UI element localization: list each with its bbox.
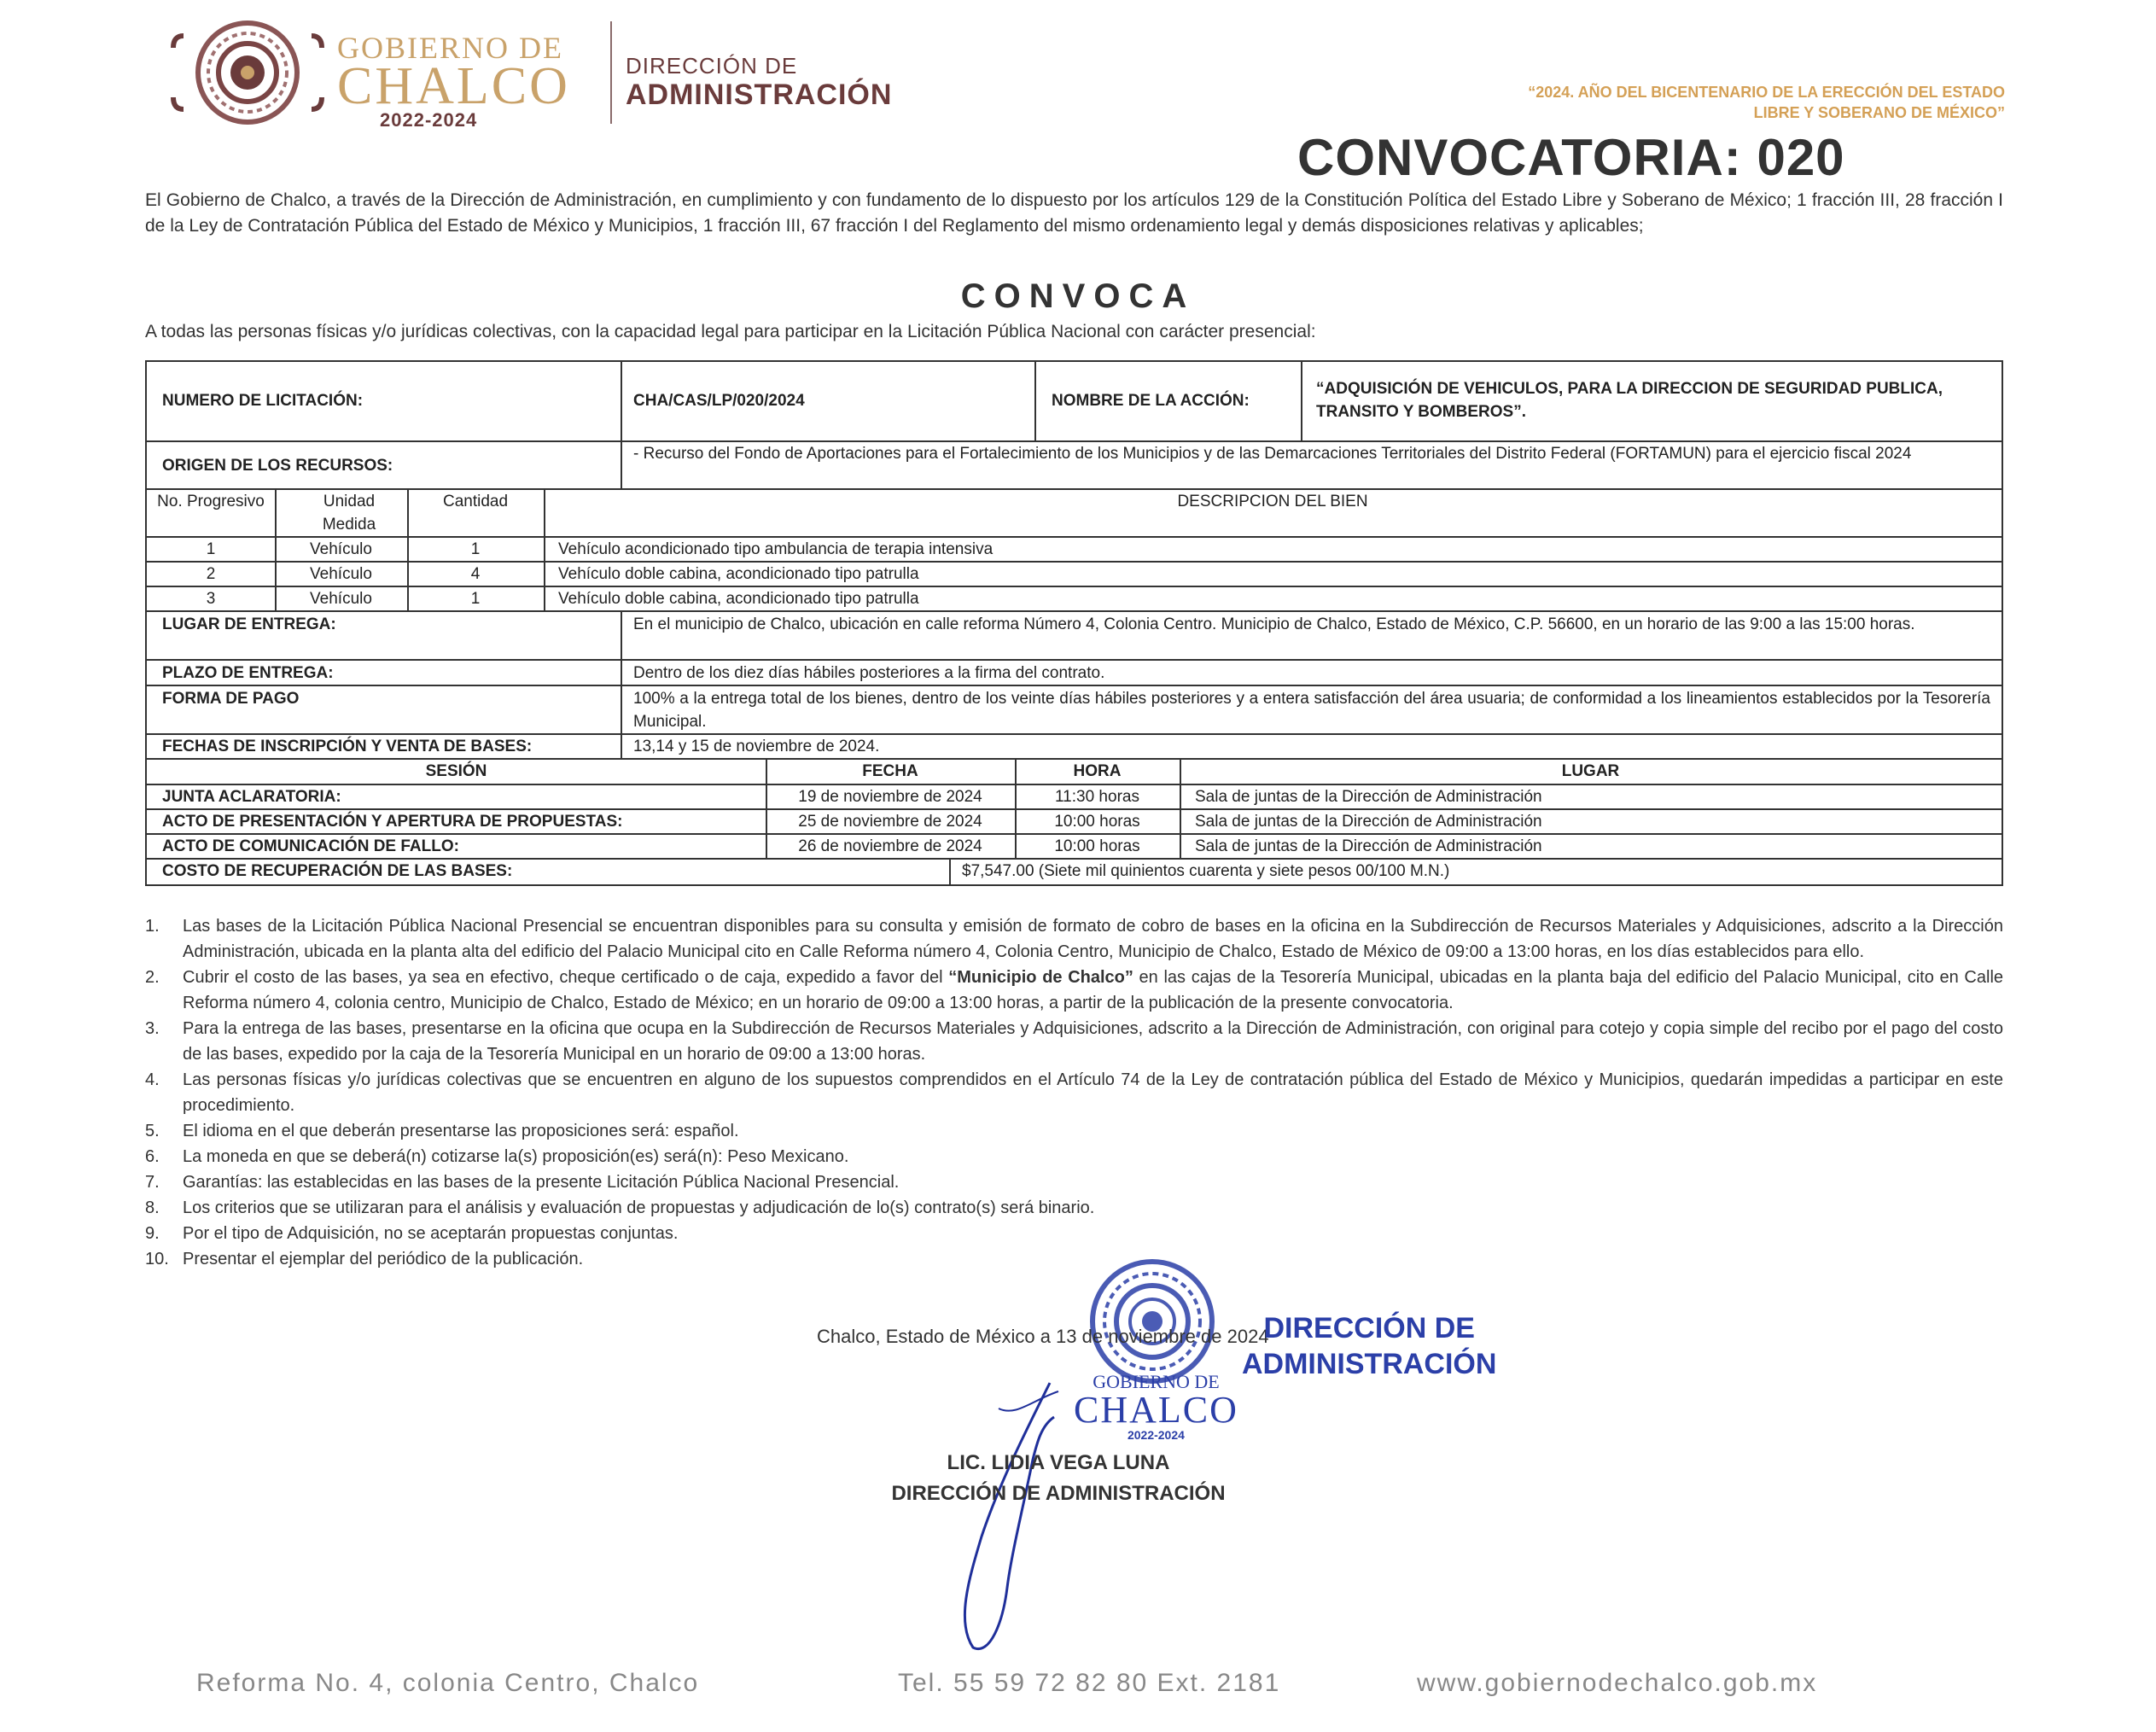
list-item [145,1169,2003,1195]
list-item-text: Garantías: las establecidas en las bases de la presente Licitación Pública Nacional Presencial. [183,1173,900,1192]
list-item-number: 2. [145,968,160,987]
accion-value: “ADQUISICIÓN DE VEHICULOS, PARA LA DIRECCION DE SEGURIDAD PUBLICA, TRANSITO Y BOMBEROS”. [1316,380,1943,421]
stamp-wordmark [1074,1373,1238,1441]
session-3-lugar: Sala de juntas de la Dirección de Administración [1195,837,1542,855]
sessions-header-sesion: SESIÓN [425,762,487,780]
pago-value: 100% a la entrega total de los bienes, dentro de los veinte días hábiles posteriores y a entera satisfacción del área usuaria; de conformidad a los lineamientos establecidos por la Tesorería Municipal. [633,690,1990,731]
conditions-list [145,913,2003,1272]
header-divider [610,21,612,124]
logo-text-period: 2022-2024 [380,109,478,131]
list-item-number: 9. [145,1224,160,1243]
list-item-number: 1. [145,917,160,936]
list-item-text: Las personas físicas y/o jurídicas colectivas que se encuentren en alguno de los supuestos comprendidos en el Artículo 74 de la Ley de contratación pública del Estado de México y Municipios, quedarán impedidas a participar en este procedimiento. [183,1070,2003,1115]
page-title: CONVOCATORIA: 020 [1297,129,1845,186]
footer-phone: Tel. 55 59 72 82 80 Ext. 2181 [898,1669,1281,1697]
lugar-value: En el municipio de Chalco, ubicación en calle reforma Número 4, Colonia Centro. Municipio de Chalco, Estado de México, C.P. 56600, en un horario de las 9:00 a las 15:00 horas. [633,615,1915,633]
official-stamp-seal-icon [1086,1255,1219,1388]
list-item-text: Cubrir el costo de las bases, ya sea en efectivo, cheque certificado o de caja, expedido a favor del [183,968,949,987]
list-item [145,1016,2003,1067]
list-item [145,1118,2003,1144]
item-3-descripcion: Vehículo doble cabina, acondicionado tipo patrulla [558,590,919,608]
item-3-unidad: Vehículo [310,590,372,608]
costo-value: $7,547.00 (Siete mil quinientos cuarenta y siete pesos 00/100 M.N.) [962,862,1450,880]
footer-address: Reforma No. 4, colonia Centro, Chalco [196,1669,700,1697]
plazo-value: Dentro de los diez días hábiles posteriores a la firma del contrato. [633,664,1105,682]
item-3-cantidad: 1 [470,590,481,608]
accion-label: NOMBRE DE LA ACCIÓN: [1052,392,1250,410]
stamp-dept-line-1: DIRECCIÓN DE [1263,1312,1475,1344]
handwritten-signature-icon [922,1366,1093,1656]
session-1-hora: 11:30 horas [1055,788,1139,806]
stamp-department [1242,1310,1496,1382]
session-3-fecha: 26 de noviembre de 2024 [798,837,982,855]
list-item-text: Por el tipo de Adquisición, no se aceptarán propuestas conjuntas. [183,1224,679,1243]
list-item [145,913,2003,965]
item-2-unidad: Vehículo [310,565,372,583]
sessions-header-hora: HORA [1073,762,1122,780]
item-1-descripcion: Vehículo acondicionado tipo ambulancia de terapia intensiva [558,540,994,558]
list-item-text: Presentar el ejemplar del periódico de la publicación. [183,1250,584,1268]
convoca-heading: CONVOCA [960,277,1196,315]
list-item [145,1144,2003,1169]
intro-paragraph: El Gobierno de Chalco, a través de la Dirección de Administración, en cumplimiento y con fundamento de lo dispuesto por los artículos 129 de la Constitución Política del Estado Libre y Soberano de México; 1 fracción III, 28 fracción I de la Ley de Contratación Pública del Estado de México y Municipios, 1 fracción III, 67 fracción I del Reglamento del mismo ordenamiento legal y demás disposiciones relativas y aplicables; [145,190,2003,236]
origen-value: - Recurso del Fondo de Aportaciones para el Fortalecimiento de los Municipios y de las Demarcaciones Territoriales del Distrito Federal (FORTAMUN) para el ejercicio fiscal 2024 [633,445,1912,463]
session-2-fecha: 25 de noviembre de 2024 [798,813,982,831]
item-1-unidad: Vehículo [310,540,372,558]
list-item-text-bold: “Municipio de Chalco” [948,968,1133,987]
signer-name: LIC. LIDIA VEGA LUNA [947,1451,1170,1474]
year-motto-line-2: LIBRE Y SOBERANO DE MÉXICO” [1753,104,2005,121]
aztec-seal-icon [166,19,329,126]
item-1-cantidad: 1 [470,540,481,558]
signer-title: DIRECCIÓN DE ADMINISTRACIÓN [891,1482,1226,1505]
year-motto-line-1: “2024. AÑO DEL BICENTENARIO DE LA ERECCIÓN DEL ESTADO [1528,84,2005,101]
fechas-label: FECHAS DE INSCRIPCIÓN Y VENTA DE BASES: [162,738,533,755]
costo-label: COSTO DE RECUPERACIÓN DE LAS BASES: [162,862,513,880]
session-1-name: JUNTA ACLARATORIA: [162,788,341,806]
session-3-hora: 10:00 horas [1054,837,1140,855]
session-3-name: ACTO DE COMUNICACIÓN DE FALLO: [162,837,459,855]
logo-text-chalco: CHALCO [337,57,570,115]
item-2-cantidad: 4 [470,565,481,583]
footer-website-link[interactable]: www.gobiernodechalco.gob.mx [1417,1669,1818,1697]
item-3-no: 3 [206,590,216,608]
list-item [145,965,2003,1016]
stamp-text-period: 2022-2024 [1127,1428,1185,1442]
sessions-header-fecha: FECHA [862,762,918,780]
list-item-number: 7. [145,1173,160,1192]
list-item-text: Las bases de la Licitación Pública Nacional Presencial se encuentran disponibles para su consulta y emisión de formato de cobro de bases en la oficina en la Subdirección de Recursos Materiales y Adquisiciones, adscrito a la Dirección Administración, ubicada en la planta alta del edificio del Palacio Municipal cito en Calle Reforma número 4, Colonia Centro, Municipio de Chalco, Estado de México de 09:00 a 13:00 horas, en los días establecidos para ello. [183,917,2003,961]
items-header-cantidad: Cantidad [442,493,509,510]
plazo-label: PLAZO DE ENTREGA: [162,664,334,682]
pago-label: FORMA DE PAGO [162,690,300,708]
logo-text-gobierno: GOBIERNO DE [337,31,563,65]
list-item [145,1067,2003,1118]
session-2-name: ACTO DE PRESENTACIÓN Y APERTURA DE PROPUESTAS: [162,813,623,831]
list-item-number: 10. [145,1250,169,1268]
government-logo [166,19,610,130]
fechas-value: 13,14 y 15 de noviembre de 2024. [633,738,880,755]
convoca-subheading: A todas las personas físicas y/o jurídicas colectivas, con la capacidad legal para participar en la Licitación Pública Nacional con carácter presencial: [145,322,1316,341]
items-header-unidad: Unidad Medida [322,493,376,534]
list-item-text: Para la entrega de las bases, presentarse en la oficina que ocupa en la Subdirección de Recursos Materiales y Adquisiciones, adscrito a la Dirección de Administración, con original para cotejo y copia simple del recibo por el pago del costo de las bases, expedido por la caja de la Tesorería Municipal en un horario de 09:00 a 13:00 horas. [183,1019,2003,1064]
session-1-fecha: 19 de noviembre de 2024 [798,788,982,806]
sessions-header-lugar: LUGAR [1561,762,1620,780]
list-item-number: 6. [145,1147,160,1166]
bid-details-table [145,360,2003,886]
licitacion-value: CHA/CAS/LP/020/2024 [633,392,805,410]
lugar-label: LUGAR DE ENTREGA: [162,615,336,633]
stamp-dept-line-2: ADMINISTRACIÓN [1242,1348,1497,1380]
items-header-no: No. Progresivo [157,493,265,510]
list-item [145,1195,2003,1221]
stamp-text-chalco: CHALCO [1074,1389,1238,1431]
stamp-text-gobierno: GOBIERNO DE [1093,1371,1220,1392]
place-and-date: Chalco, Estado de México a 13 de noviembre de 2024 [817,1326,1269,1347]
list-item-text: La moneda en que se deberá(n) cotizarse la(s) proposición(es) será(n): Peso Mexicano. [183,1147,849,1166]
list-item-text: El idioma en el que deberán presentarse las proposiciones será: español. [183,1122,739,1140]
list-item-number: 4. [145,1070,160,1089]
item-1-no: 1 [206,540,216,558]
licitacion-label: NUMERO DE LICITACIÓN: [162,392,364,410]
item-2-no: 2 [206,565,216,583]
header-dept-line-2: ADMINISTRACIÓN [626,79,893,111]
origen-label: ORIGEN DE LOS RECURSOS: [162,457,393,475]
list-item-number: 3. [145,1019,160,1038]
items-header-descripcion: DESCRIPCION DEL BIEN [1177,493,1368,510]
session-1-lugar: Sala de juntas de la Dirección de Administración [1195,788,1542,806]
header-dept-line-1: DIRECCIÓN DE [626,53,798,79]
session-2-lugar: Sala de juntas de la Dirección de Administración [1195,813,1542,831]
session-2-hora: 10:00 horas [1054,813,1140,831]
item-2-descripcion: Vehículo doble cabina, acondicionado tipo patrulla [558,565,919,583]
list-item-number: 8. [145,1198,160,1217]
list-item [145,1221,2003,1246]
list-item-text: en las cajas de la Tesorería Municipal, ubicadas en la planta baja del edificio del Palacio Municipal, cito en Calle Reforma número 4, colonia centro, Municipio de Chalco, Estado de México; en un horario de 09:00 a 13:00 horas, a partir de la publicación de la presente convocatoria. [183,968,2004,1012]
list-item-number: 5. [145,1122,160,1140]
year-motto [1407,82,2005,123]
list-item [145,1246,2003,1272]
list-item-text: Los criterios que se utilizaran para el análisis y evaluación de propuestas y adjudicación de lo(s) contrato(s) será binario. [183,1198,1095,1217]
